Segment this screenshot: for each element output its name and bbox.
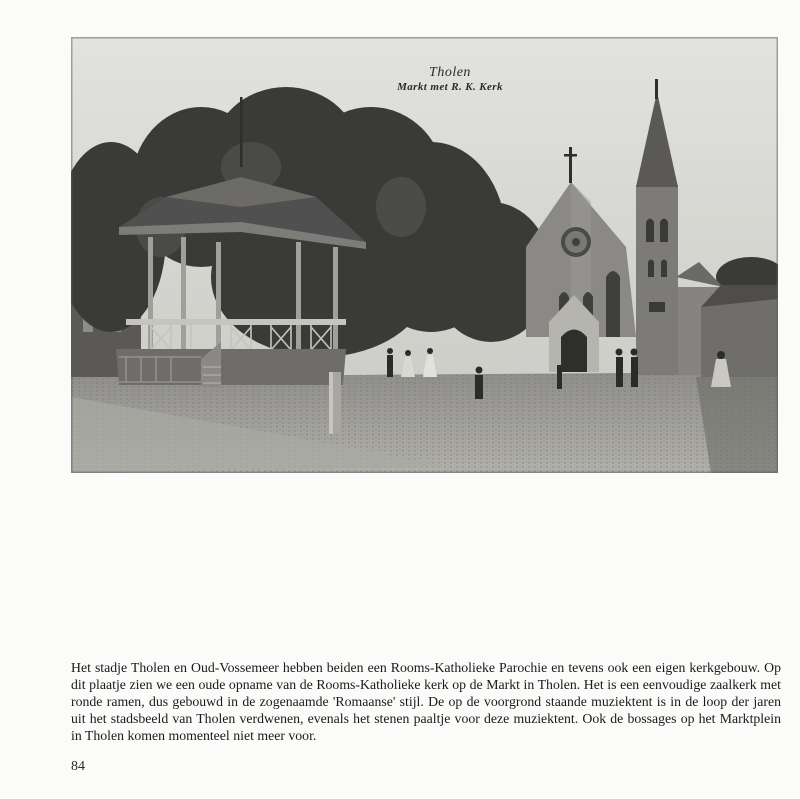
- caption-place: Tholen: [429, 65, 471, 80]
- photo-scene: [71, 37, 778, 473]
- body-paragraph: Het stadje Tholen en Oud-Vossemeer hebben beiden een Rooms-Katholieke Parochie en tevens ook een eigen kerkgebouw. Op dit plaatje zien we een oude opname van de Rooms-Katholieke kerk op de Markt in Tholen. Het is een eenvoudige zaalkerk met ronde ramen, dus gebouwd in de zogenaamde 'Romaanse' stijl. De op de voorgrond staande muziektent is in de loop der jaren uit het stadsbeeld van Tholen verdwenen, evenals het stenen paaltje voor deze muziektent. Ook de bossages op het Marktplein in Tholen komen momenteel niet meer voor.: [71, 660, 781, 743]
- page-number: 84: [71, 759, 85, 774]
- historic-photo: [71, 37, 778, 473]
- caption-subtitle: Markt met R. K. Kerk: [397, 80, 503, 93]
